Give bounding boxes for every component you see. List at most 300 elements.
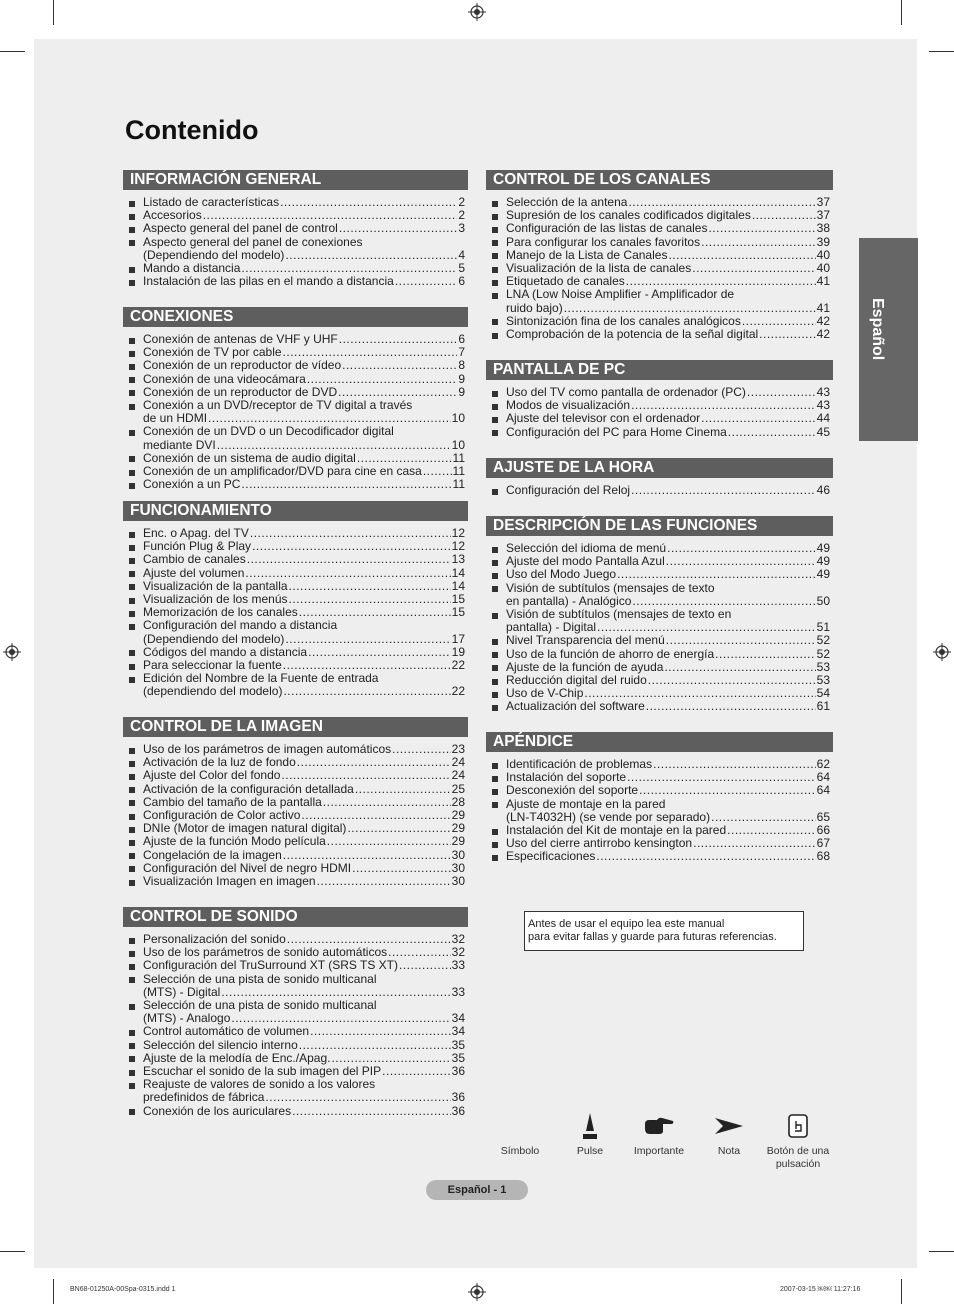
toc-entry[interactable] (143, 1078, 465, 1104)
toc-page-number: 30 (451, 847, 465, 862)
toc-page-number: 67 (816, 836, 830, 851)
toc-page-number: 33 (451, 984, 465, 999)
toc-entry-text: Para configurar los canales favoritos (506, 234, 701, 249)
toc-page-number: 44 (816, 411, 830, 426)
toc-entry[interactable] (143, 875, 465, 888)
toc-entry[interactable] (143, 399, 465, 425)
toc-entry-text: Para seleccionar la fuente (143, 658, 282, 673)
toc-entry-text: Conexión a un DVD/receptor de TV digital a través (143, 398, 413, 413)
toc-entry-text: Cambio de canales (143, 552, 246, 567)
symbol-label: Importante (633, 1145, 685, 1157)
toc-page-number: 52 (816, 633, 830, 648)
toc-entry[interactable] (143, 567, 465, 580)
toc-entry-text: Configuración del Nivel de negro HDMI (143, 860, 352, 875)
toc-entry-text: Cambio del tamaño de la pantalla (143, 794, 322, 809)
toc-entry[interactable] (143, 672, 465, 698)
leader-dots (280, 196, 457, 209)
toc-entry-text: Ajuste del modo Pantalla Azul (506, 554, 665, 569)
toc-entry-text: Ajuste del volumen (143, 565, 245, 580)
toc-entry-text: Ajuste de la función Modo película (143, 834, 326, 849)
toc-entry-text: Función Plug & Play (143, 539, 252, 554)
leader-dots (564, 302, 816, 315)
symbol-label: Botón de una pulsación (766, 1145, 830, 1170)
toc-entry[interactable] (143, 1105, 465, 1118)
toc-page-number: 29 (451, 808, 465, 823)
toc-page-number: 37 (816, 195, 830, 209)
toc-entry-text: Especificaciones (506, 849, 596, 864)
toc-entry[interactable] (143, 373, 465, 386)
crop-mark (0, 51, 25, 52)
toc-entry[interactable] (506, 288, 830, 314)
toc-page-number: 17 (451, 631, 465, 646)
toc-list (123, 743, 468, 888)
leader-dots (252, 540, 451, 553)
toc-entry-text: Uso de los parámetros de imagen automáticos (143, 742, 392, 756)
toc-list (123, 933, 468, 1118)
toc-page-number: 41 (816, 274, 830, 289)
toc-page-number: 45 (816, 424, 830, 439)
toc-list (123, 196, 468, 288)
toc-entry[interactable] (506, 700, 830, 713)
toc-page-number: 12 (451, 526, 465, 540)
section-pantalla-de-pc (486, 360, 833, 439)
toc-entry[interactable] (506, 236, 830, 249)
leader-dots (392, 743, 451, 756)
section-heading: CONEXIONES (123, 307, 468, 327)
toc-entry-text: Ajuste del televisor con el ordenador (506, 411, 701, 426)
toc-entry-text: Ajuste del Color del fondo (143, 768, 281, 783)
toc-entry-text: Uso de los parámetros de sonido automáticos (143, 945, 388, 960)
leader-dots (747, 386, 816, 399)
leader-dots (692, 262, 815, 275)
leader-dots (285, 249, 457, 262)
crop-mark (929, 1251, 954, 1252)
section-ajuste-de-la-hora (486, 458, 833, 497)
registration-mark-icon (933, 643, 951, 661)
toc-page-number: 54 (816, 686, 830, 701)
leader-dots (245, 567, 450, 580)
toc-entry-text: Códigos del mando a distancia (143, 644, 308, 659)
leader-dots (342, 359, 457, 372)
toc-page-number: 29 (451, 834, 465, 849)
toc-entry[interactable] (143, 553, 465, 566)
toc-entry-text: Uso del Modo Juego (506, 567, 617, 582)
toc-page-number: 42 (816, 327, 830, 342)
toc-page-number: 51 (816, 620, 830, 635)
toc-entry-text: Conexión de un amplificador/DVD para cine en casa (143, 464, 422, 479)
toc-page-number: 34 (451, 1011, 465, 1026)
toc-page-number: 11 (452, 464, 465, 479)
toc-entry-text: Conexión de un reproductor de DVD (143, 384, 338, 399)
toc-entry-text: Modos de visualización (506, 398, 631, 413)
toc-entry[interactable] (506, 648, 830, 661)
toc-page-number: 32 (451, 945, 465, 960)
press-triangle-icon (581, 1111, 599, 1141)
leader-dots (310, 1025, 451, 1038)
leader-dots (317, 875, 451, 888)
toc-entry-text: mediante DVI (143, 437, 216, 452)
leader-dots (631, 484, 816, 497)
toc-page-number: 34 (451, 1024, 465, 1039)
leader-dots (728, 426, 816, 439)
pointing-hand-icon (643, 1115, 675, 1137)
toc-entry-text: Identificación de problemas (506, 757, 653, 771)
toc-entry-text: Conexión de TV por cable (143, 345, 282, 360)
registration-mark-icon (3, 643, 21, 661)
leader-dots (339, 333, 458, 346)
toc-entry-text: (MTS) - Analogo (143, 1011, 231, 1026)
toc-page-number: 38 (816, 221, 830, 236)
symbol-label: Nota (717, 1145, 741, 1157)
section-informacion-general (123, 170, 468, 288)
toc-entry-text: Supresión de los canales codificados digitales (506, 208, 751, 223)
toc-page-number: 14 (451, 565, 465, 580)
note-line: Antes de usar el equipo lea este manual (528, 918, 725, 930)
toc-list (486, 758, 833, 864)
section-heading: CONTROL DE LA IMAGEN (123, 717, 468, 737)
leader-dots (355, 783, 451, 796)
toc-page-number: 42 (816, 313, 830, 328)
leader-dots (283, 685, 450, 698)
toc-page-number: 49 (816, 541, 830, 555)
toc-page-number: 68 (816, 849, 830, 864)
toc-entry[interactable] (143, 999, 465, 1025)
toc-page-number: 14 (451, 578, 465, 593)
toc-entry-text: Visión de subtítulos (mensajes de texto en (506, 607, 732, 622)
toc-entry-text: Reducción digital del ruido (506, 673, 647, 688)
leader-dots (292, 1105, 451, 1118)
toc-page-number: 64 (816, 783, 830, 798)
toc-entry[interactable] (506, 426, 830, 439)
toc-entry[interactable] (143, 973, 465, 999)
toc-page-number: 49 (816, 554, 830, 569)
toc-entry-text: predefinidos de fábrica (143, 1090, 265, 1105)
leader-dots (701, 412, 816, 425)
toc-entry-text: Ajuste de montaje en la pared (506, 796, 666, 811)
toc-page-number: 30 (451, 860, 465, 875)
crop-mark (929, 51, 954, 52)
leader-dots (759, 328, 815, 341)
toc-page-number: 15 (451, 605, 465, 620)
toc-page-number: 2 (458, 195, 465, 209)
section-heading: DESCRIPCIÓN DE LAS FUNCIONES (486, 516, 833, 536)
toc-entry-text: Control automático de volumen (143, 1024, 310, 1039)
toc-entry[interactable] (506, 634, 830, 647)
toc-page-number: 5 (458, 261, 465, 276)
toc-page-number: 10 (451, 437, 465, 452)
toc-entry[interactable] (143, 236, 465, 262)
toc-entry-text: Escuchar el sonido de la sub imagen del PIP (143, 1064, 382, 1079)
toc-page-number: 9 (458, 371, 465, 386)
leader-dots (327, 835, 451, 848)
toc-page-number: 53 (816, 659, 830, 674)
toc-page-number: 2 (458, 208, 465, 223)
note-line: para evitar fallas y guarde para futuras referencias. (528, 931, 777, 943)
leader-dots (752, 209, 816, 222)
toc-page-number: 53 (816, 673, 830, 688)
toc-page-number: 19 (451, 644, 465, 659)
toc-entry[interactable] (506, 328, 830, 341)
toc-entry-text: (dependiendo del modelo) (143, 684, 283, 699)
section-control-de-sonido (123, 907, 468, 1118)
leader-dots (217, 439, 451, 452)
toc-page-number: 66 (816, 823, 830, 838)
toc-entry[interactable] (143, 359, 465, 372)
toc-entry[interactable] (506, 850, 830, 863)
toc-entry-text: Conexión a un PC (143, 477, 241, 492)
leader-dots (299, 1039, 451, 1052)
toc-page-number: 40 (816, 247, 830, 262)
section-control-de-la-imagen (123, 717, 468, 888)
toc-entry-text: Conexión de un sistema de audio digital (143, 450, 356, 465)
toc-entry-text: Visualización de la lista de canales (506, 261, 692, 276)
toc-entry-text: Conexión de los auriculares (143, 1103, 292, 1118)
toc-page-number: 30 (451, 874, 465, 889)
toc-page-number: 24 (451, 755, 465, 770)
toc-entry-text: Uso del TV como pantalla de ordenador (PC) (506, 385, 746, 399)
leader-dots (627, 771, 816, 784)
leader-dots (596, 850, 815, 863)
footer-file-name: BN68-01250A-00Spa-0315.indd 1 (70, 1286, 176, 1293)
page-number-badge: Español - 1 (426, 1180, 528, 1200)
toc-entry-text: Mando a distancia (143, 261, 241, 276)
toc-page-number: 22 (451, 658, 465, 673)
toc-list (486, 386, 833, 439)
toc-page-number: 12 (451, 539, 465, 554)
leader-dots (241, 478, 451, 491)
toc-page-number: 9 (458, 384, 465, 399)
toc-entry-text: Conexión de un reproductor de vídeo (143, 358, 342, 373)
toc-page-number: 23 (451, 742, 465, 756)
leader-dots (283, 849, 451, 862)
section-heading: INFORMACIÓN GENERAL (123, 170, 468, 190)
toc-entry[interactable] (506, 222, 830, 235)
toc-entry-text: Desconexión del soporte (506, 783, 639, 798)
toc-entry-text: Selección de la antena (506, 195, 628, 209)
toc-entry-text: LNA (Low Noise Amplifier - Amplificador de (506, 287, 735, 302)
leader-dots (666, 634, 816, 647)
crop-mark (0, 1251, 25, 1252)
toc-entry-text: Actualización del software (506, 699, 645, 714)
toc-entry[interactable] (506, 798, 830, 824)
leader-dots (395, 275, 457, 288)
language-tab-label: Español (869, 298, 886, 361)
toc-entry-text: Visualización Imagen en imagen (143, 874, 316, 889)
toc-entry-text: Aspecto general del panel de control (143, 221, 338, 236)
toc-entry[interactable] (506, 608, 830, 634)
leader-dots (297, 756, 451, 769)
leader-dots (281, 769, 450, 782)
section-descripcion-de-las-funciones (486, 516, 833, 714)
toc-page-number: 22 (451, 684, 465, 699)
toc-entry-text: Visualización de los menús (143, 592, 288, 607)
toc-entry-text: Accesorios (143, 208, 202, 223)
toc-entry-text: en pantalla) - Analógico (506, 593, 632, 608)
toc-entry-text: Configuración del Reloj (506, 483, 631, 497)
crop-mark (53, 0, 54, 25)
toc-entry-text: Etiquetado de canales (506, 274, 625, 289)
registration-mark-icon (468, 1283, 486, 1301)
toc-entry-text: Conexión de antenas de VHF y UHF (143, 332, 338, 346)
toc-entry-text: Memorización de los canales (143, 605, 298, 620)
toc-page-number: 40 (816, 261, 830, 276)
toc-entry-text: Configuración de Color activo (143, 808, 301, 823)
arrow-note-icon (713, 1116, 745, 1136)
one-touch-button-icon (787, 1113, 809, 1139)
toc-page-number: 35 (451, 1037, 465, 1052)
symbol-legend-nota (689, 1110, 769, 1158)
toc-entry-text: Enc. o Apag. del TV (143, 526, 249, 540)
crop-mark (53, 1279, 54, 1304)
leader-dots (307, 373, 458, 386)
toc-page-number: 24 (451, 768, 465, 783)
footer-date: 2007-03-15 ￼￼ 11:27:16 (780, 1286, 861, 1293)
toc-page-number: 37 (816, 208, 830, 223)
leader-dots (308, 646, 451, 659)
toc-entry-text: Sintonización fina de los canales analógicos (506, 313, 741, 328)
toc-entry-text: Manejo de la Lista de Canales (506, 247, 668, 262)
symbol-label: Pulse (576, 1145, 604, 1157)
toc-entry[interactable] (143, 849, 465, 862)
toc-page-number: 36 (451, 1103, 465, 1118)
section-apendice (486, 732, 833, 864)
toc-page-number: 43 (816, 398, 830, 413)
toc-entry[interactable] (143, 835, 465, 848)
toc-page-number: 49 (816, 567, 830, 582)
leader-dots (265, 1091, 450, 1104)
toc-page-number: 11 (452, 477, 465, 492)
toc-entry-text: Ajuste de la melodía de Enc./Apag. (143, 1050, 331, 1065)
toc-entry-text: Ajuste de la función de ayuda (506, 659, 664, 674)
toc-entry-text: (LN-T4032H) (se vende por separado) (506, 809, 711, 824)
toc-entry[interactable] (143, 275, 465, 288)
toc-entry-text: Selección de una pista de sonido multicanal (143, 971, 377, 986)
toc-entry[interactable] (143, 769, 465, 782)
toc-page-number: 64 (816, 770, 830, 785)
toc-page-number: 52 (816, 646, 830, 661)
toc-page-number: 13 (451, 552, 465, 567)
toc-entry[interactable] (143, 478, 465, 491)
toc-page-number: 33 (451, 958, 465, 973)
toc-entry-text: Congelación de la imagen (143, 847, 282, 862)
toc-page-number: 15 (451, 592, 465, 607)
leader-dots (664, 661, 815, 674)
toc-entry-text: Selección de una pista de sonido multicanal (143, 998, 377, 1013)
toc-page-number: 65 (816, 809, 830, 824)
toc-list (486, 542, 833, 714)
toc-page-number: 41 (816, 300, 830, 315)
toc-page-number: 36 (451, 1064, 465, 1079)
leader-dots (289, 593, 451, 606)
leader-dots (639, 784, 816, 797)
section-funcionamiento (123, 501, 468, 699)
toc-page-number: 32 (451, 932, 465, 946)
toc-entry[interactable] (506, 582, 830, 608)
leader-dots (347, 822, 450, 835)
toc-page-number: 3 (458, 221, 465, 236)
toc-entry-text: Comprobación de la potencia de la señal digital (506, 327, 759, 342)
toc-entry[interactable] (143, 425, 465, 451)
leader-dots (646, 700, 816, 713)
toc-entry-text: Configuración del TruSurround XT (SRS TS XT) (143, 958, 398, 973)
toc-entry-text: Listado de características (143, 195, 280, 209)
leader-dots (715, 648, 815, 661)
section-heading: CONTROL DE SONIDO (123, 907, 468, 927)
toc-entry-text: (MTS) - Digital (143, 984, 221, 999)
toc-entry-text: Uso del cierre antirrobo kensington (506, 836, 693, 851)
toc-page-number: 10 (451, 411, 465, 426)
leader-dots (382, 1065, 450, 1078)
toc-page-number: 62 (816, 757, 830, 771)
section-heading: APÉNDICE (486, 732, 833, 752)
toc-entry-text: de un HDMI (143, 411, 208, 426)
toc-entry-text: Visión de subtítulos (mensajes de texto (506, 580, 715, 595)
toc-entry-text: Aspecto general del panel de conexiones (143, 234, 363, 249)
leader-dots (399, 959, 451, 972)
toc-entry[interactable] (143, 619, 465, 645)
leader-dots (289, 580, 451, 593)
leader-dots (285, 633, 450, 646)
toc-entry-text: (Dependiendo del modelo) (143, 247, 285, 262)
toc-entry-text: Configuración de las listas de canales (506, 221, 708, 236)
toc-entry[interactable] (506, 412, 830, 425)
section-heading: CONTROL DE LOS CANALES (486, 170, 833, 190)
toc-entry-text: Edición del Nombre de la Fuente de entrada (143, 671, 379, 686)
page-title: Contenido (125, 115, 259, 145)
toc-page-number: 61 (816, 699, 830, 714)
leader-dots (708, 222, 815, 235)
leader-dots (352, 862, 451, 875)
section-heading: AJUSTE DE LA HORA (486, 458, 833, 478)
toc-entry-text: Instalación de las pilas en el mando a distancia (143, 274, 394, 289)
leader-dots (250, 527, 451, 540)
toc-entry[interactable] (143, 783, 465, 796)
toc-page-number: 11 (452, 450, 465, 465)
toc-entry-text: Instalación del soporte (506, 770, 627, 785)
toc-page-number: 39 (816, 234, 830, 249)
toc-entry[interactable] (143, 1025, 465, 1038)
toc-entry-text: Configuración del PC para Home Cinema (506, 424, 727, 439)
toc-entry-text: Activación de la configuración detallada (143, 781, 354, 796)
symbol-legend-simbolo (480, 1110, 560, 1158)
toc-entry[interactable] (506, 484, 830, 497)
toc-list (486, 196, 833, 341)
toc-entry-text: (Dependiendo del modelo) (143, 631, 285, 646)
toc-page-number: 50 (816, 593, 830, 608)
leader-dots (701, 236, 816, 249)
toc-entry-text: Reajuste de valores de sonido a los valores (143, 1077, 376, 1092)
toc-entry-text: Visualización de la pantalla (143, 578, 288, 593)
section-control-de-los-canales (486, 170, 833, 341)
symbol-legend-pulse (550, 1110, 630, 1158)
crop-mark (901, 1279, 902, 1304)
toc-page-number: 46 (816, 483, 830, 497)
toc-page-number: 25 (451, 781, 465, 796)
toc-page-number: 6 (458, 332, 465, 346)
section-heading: PANTALLA DE PC (486, 360, 833, 380)
toc-entry[interactable] (143, 1039, 465, 1052)
toc-entry-text: ruido bajo) (506, 300, 563, 315)
symbol-legend-boton-una-pulsacion (758, 1110, 838, 1170)
leader-dots (247, 553, 451, 566)
toc-page-number: 7 (458, 345, 465, 360)
toc-entry-text: Conexión de una videocámara (143, 371, 306, 386)
toc-page-number: 8 (458, 358, 465, 373)
toc-entry-text: Instalación del Kit de montaje en la pared (506, 823, 727, 838)
toc-entry-text: Selección del silencio interno (143, 1037, 298, 1052)
section-conexiones (123, 307, 468, 491)
toc-page-number: 43 (816, 385, 830, 399)
